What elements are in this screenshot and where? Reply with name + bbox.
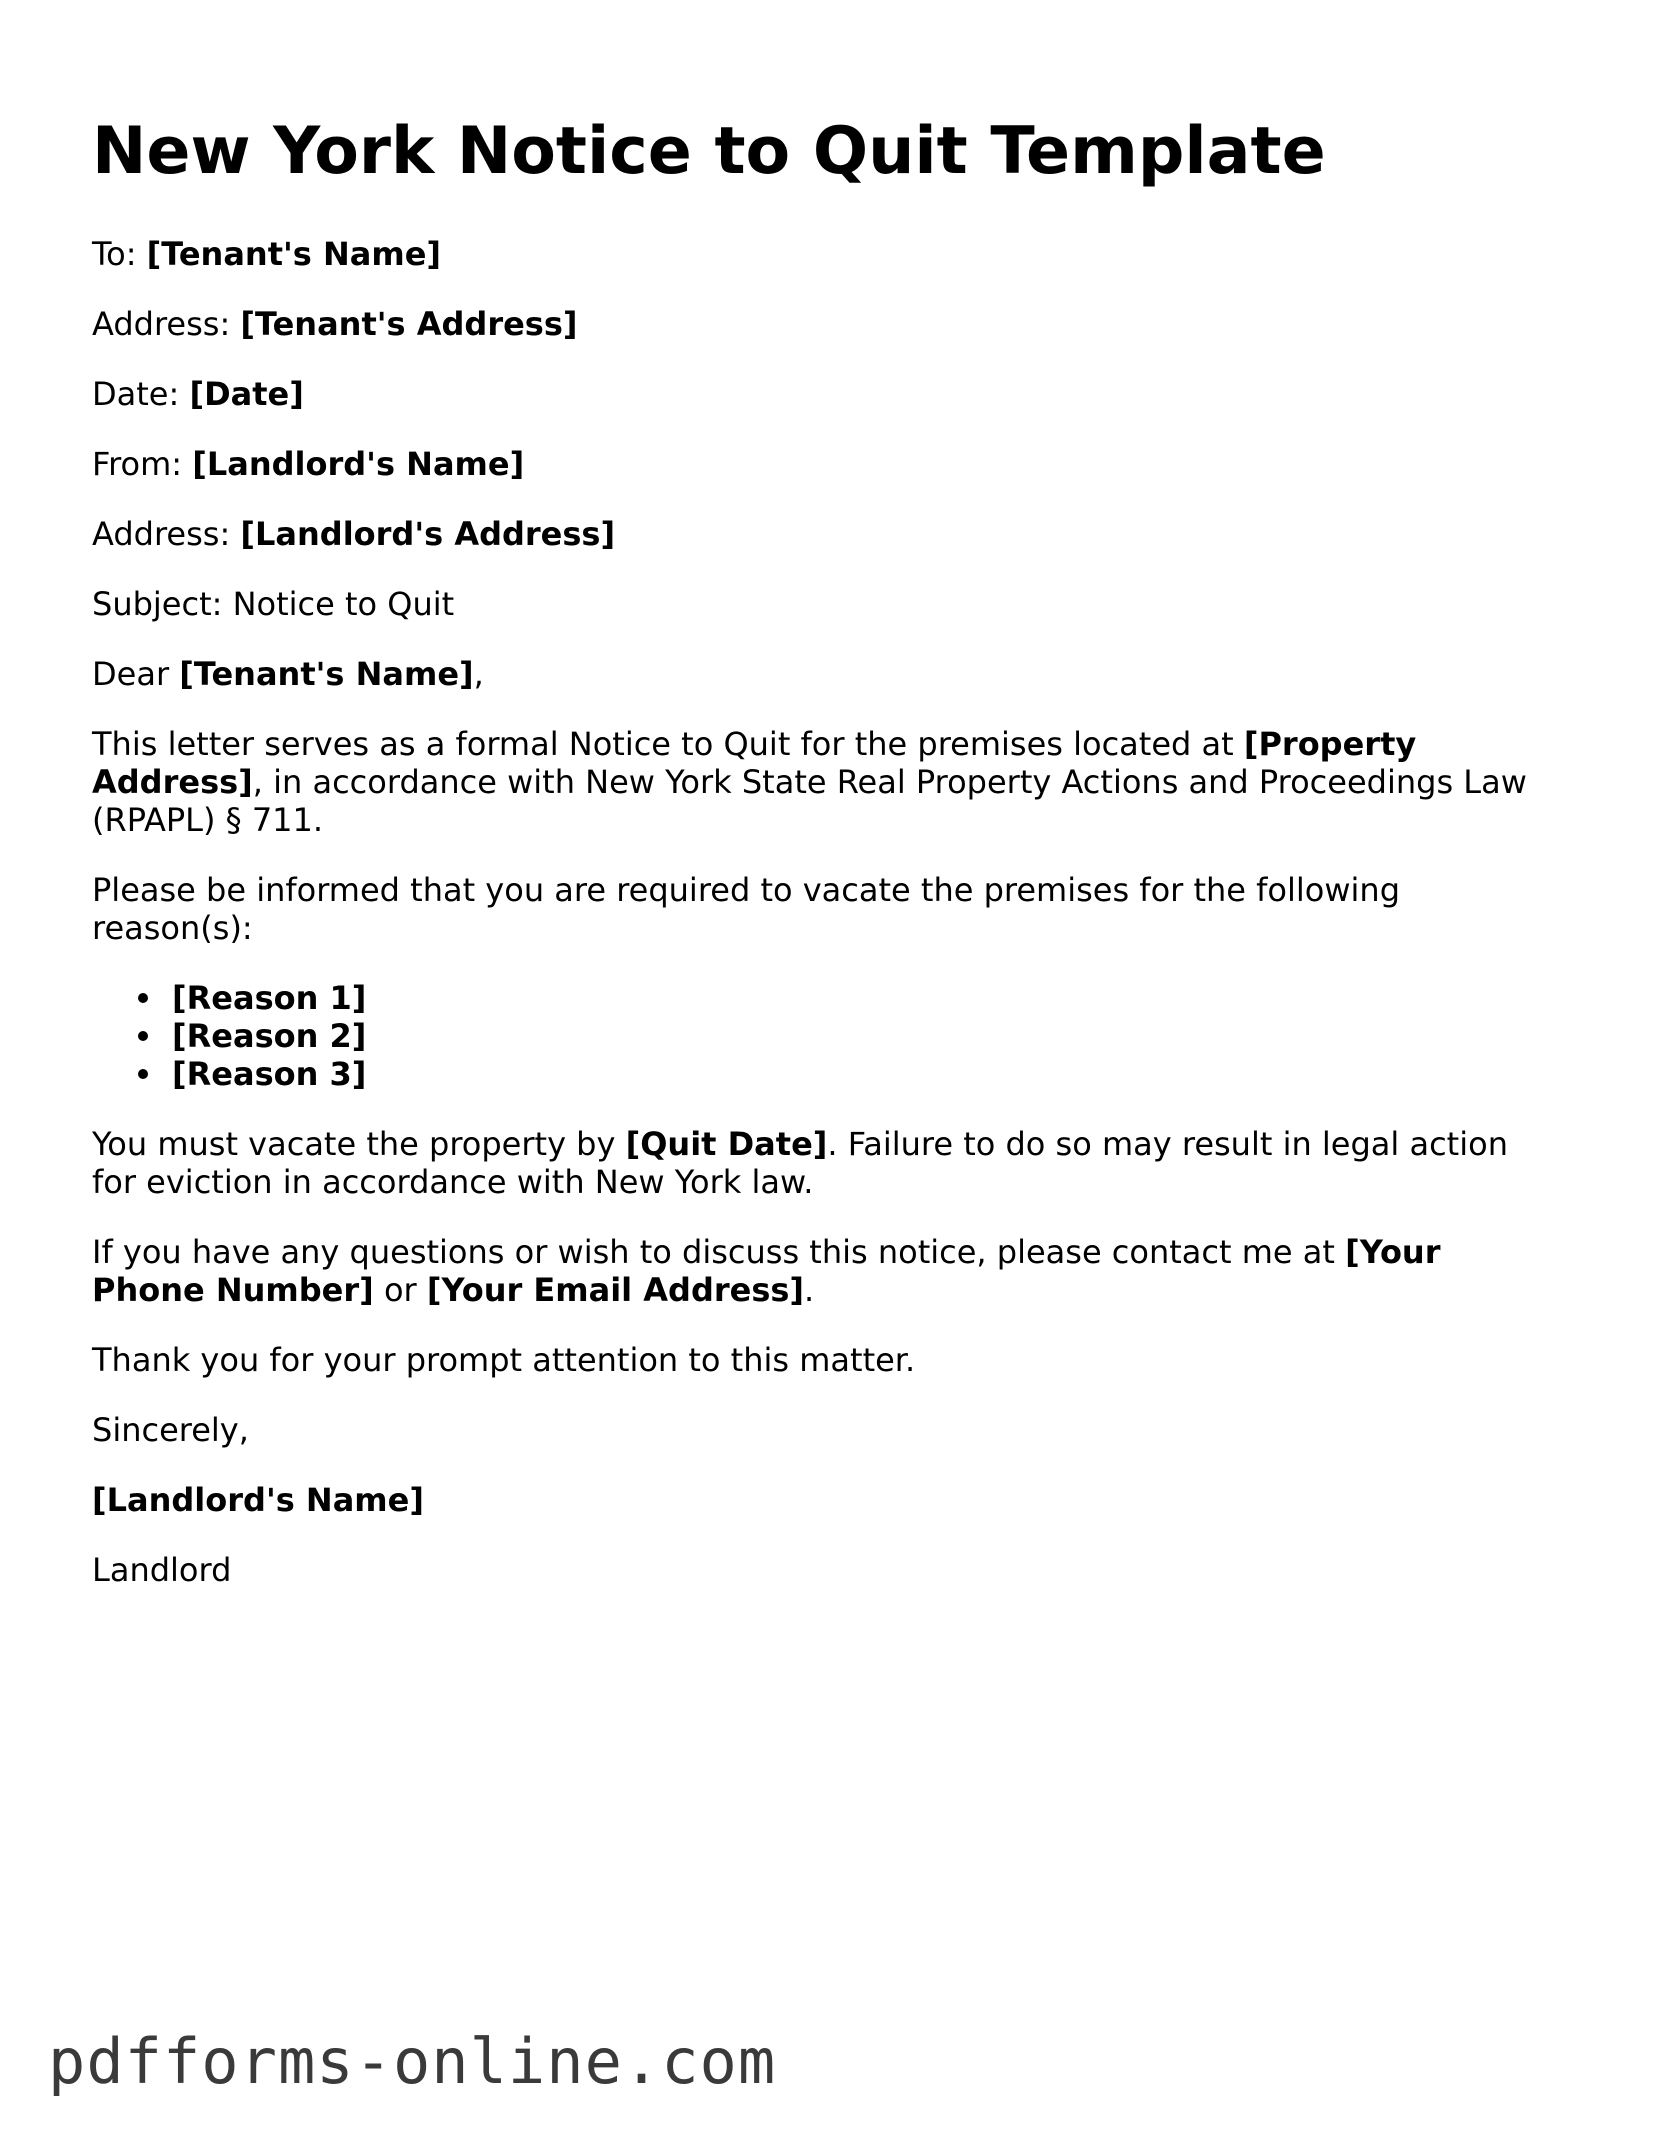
vacate-paragraph xyxy=(92,1125,1508,1201)
vacate-part1: You must vacate the property by xyxy=(92,1125,626,1163)
intro-part2-line1: , in accordance with New York State Real Property Actions and Proceedings Law xyxy=(252,763,1527,801)
landlord-address-line xyxy=(92,515,615,553)
reasons-intro xyxy=(92,871,1400,947)
contact-part1: If you have any questions or wish to discuss this notice, please contact me at xyxy=(92,1233,1346,1271)
salutation xyxy=(92,655,484,693)
landlord-address-label: Address: xyxy=(92,515,241,553)
property-address-placeholder-cont: Address] xyxy=(92,763,253,801)
intro-part1: This letter serves as a formal Notice to Quit for the premises located at xyxy=(92,725,1244,763)
tenant-address-line xyxy=(92,305,578,343)
watermark-text: pdfforms-online.com xyxy=(48,2025,777,2098)
signature-name xyxy=(92,1481,424,1519)
reasons-intro-line2: reason(s): xyxy=(92,909,253,947)
email-placeholder: [Your Email Address] xyxy=(426,1271,805,1309)
intro-part2-line2: (RPAPL) § 711. xyxy=(92,801,324,839)
signature-name-text: [Landlord's Name] xyxy=(92,1481,424,1519)
phone-placeholder-line1: [Your xyxy=(1345,1233,1441,1271)
to-value: [Tenant's Name] xyxy=(146,235,442,273)
to-label: To: xyxy=(92,235,147,273)
landlord-address-value: [Landlord's Address] xyxy=(240,515,616,553)
thanks-line: Thank you for your prompt attention to this matter. xyxy=(92,1341,916,1379)
to-line xyxy=(92,235,441,273)
date-line xyxy=(92,375,304,413)
salutation-name: [Tenant's Name] xyxy=(179,655,474,693)
subject-line: Subject: Notice to Quit xyxy=(92,585,455,623)
signature-role: Landlord xyxy=(92,1551,232,1589)
quit-date-placeholder: [Quit Date] xyxy=(625,1125,828,1163)
salutation-suffix: , xyxy=(473,655,484,693)
from-line xyxy=(92,445,524,483)
reasons-intro-line1: Please be informed that you are required to vacate the premises for the following xyxy=(92,871,1401,909)
list-item xyxy=(92,1055,366,1093)
property-address-placeholder: [Property xyxy=(1243,725,1417,763)
from-label: From: xyxy=(92,445,193,483)
contact-part3: . xyxy=(804,1271,815,1309)
salutation-prefix: Dear xyxy=(92,655,180,693)
tenant-address-label: Address: xyxy=(92,305,241,343)
contact-part2: or xyxy=(373,1271,427,1309)
phone-placeholder-line2: Phone Number] xyxy=(92,1271,374,1309)
reason-text: [Reason 2] xyxy=(172,1017,367,1055)
bullet-icon xyxy=(138,1069,148,1079)
date-value: [Date] xyxy=(189,375,304,413)
reason-text: [Reason 3] xyxy=(172,1055,367,1093)
reasons-list xyxy=(92,979,366,1093)
intro-paragraph xyxy=(92,725,1527,839)
page-title: New York Notice to Quit Template xyxy=(92,114,1326,189)
list-item xyxy=(92,979,366,1017)
closing-line: Sincerely, xyxy=(92,1411,249,1449)
contact-paragraph xyxy=(92,1233,1440,1309)
list-item xyxy=(92,1017,366,1055)
from-value: [Landlord's Name] xyxy=(192,445,525,483)
date-label: Date: xyxy=(92,375,190,413)
tenant-address-value: [Tenant's Address] xyxy=(240,305,578,343)
reason-text: [Reason 1] xyxy=(172,979,367,1017)
vacate-part2-line2: for eviction in accordance with New York law. xyxy=(92,1163,814,1201)
bullet-icon xyxy=(138,1031,148,1041)
vacate-part2-line1: . Failure to do so may result in legal action xyxy=(827,1125,1508,1163)
bullet-icon xyxy=(138,993,148,1003)
